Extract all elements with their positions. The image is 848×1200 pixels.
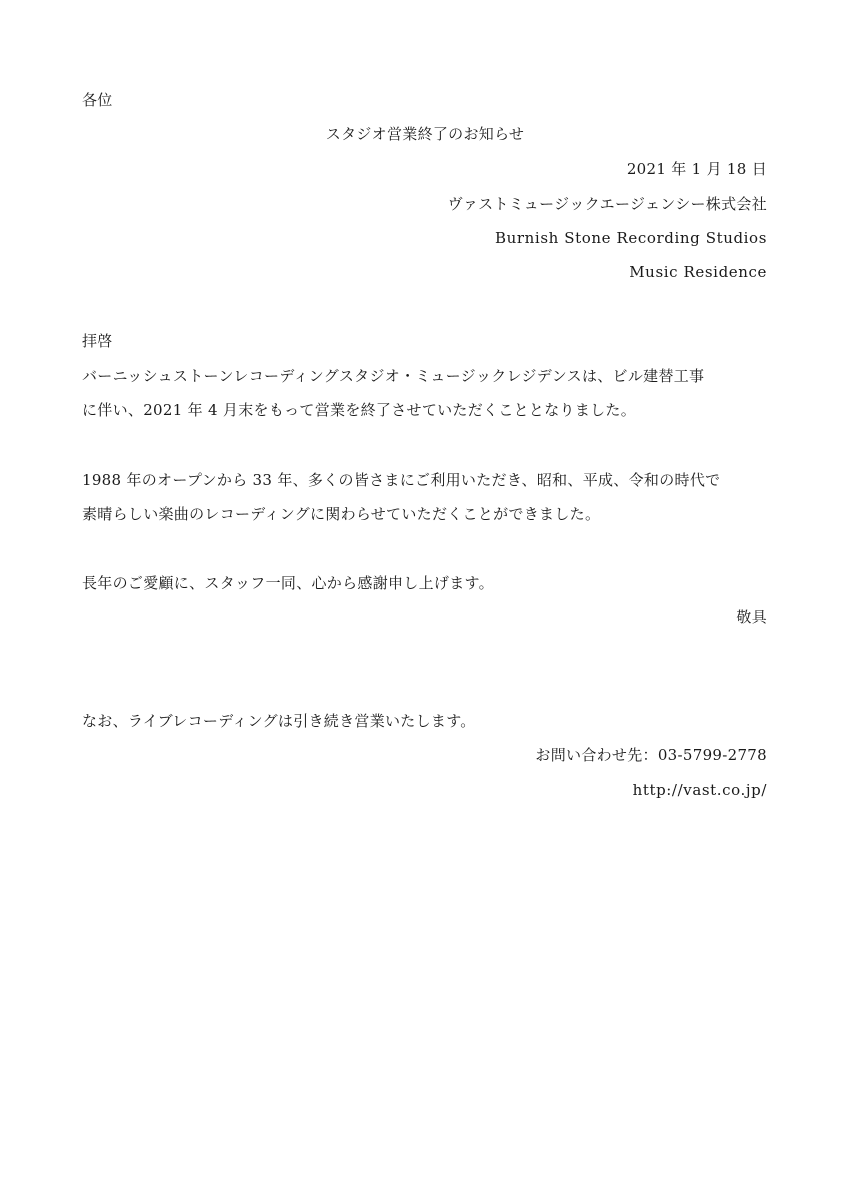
sender-company: ヴァストミュージックエージェンシー株式会社 <box>447 195 767 213</box>
closing-salutation: 敬具 <box>736 608 767 626</box>
document-title: スタジオ営業終了のお知らせ <box>325 125 525 143</box>
opening-salutation: 拝啓 <box>82 332 113 350</box>
document-date: 2021 年 1 月 18 日 <box>626 160 767 178</box>
paragraph-2-line-1: 1988 年のオープンから 33 年、多くの皆さまにご利用いただき、昭和、平成、令和の時代で <box>82 471 721 489</box>
addressee: 各位 <box>82 91 113 109</box>
paragraph-1-line-1: バーニッシュストーンレコーディングスタジオ・ミュージックレジデンスは、ビル建替工事 <box>82 367 705 385</box>
paragraph-3: 長年のご愛顧に、スタッフ一同、心から感謝申し上げます。 <box>82 574 494 592</box>
sender-residence: Music Residence <box>629 263 767 281</box>
contact-phone: お問い合わせ先：03-5799-2778 <box>535 746 767 764</box>
additional-note: なお、ライブレコーディングは引き続き営業いたします。 <box>82 712 476 730</box>
paragraph-1-line-2: に伴い、2021 年 4 月末をもって営業を終了させていただくこととなりました。 <box>82 401 637 419</box>
paragraph-2-line-2: 素晴らしい楽曲のレコーディングに関わらせていただくことができました。 <box>82 505 601 523</box>
sender-studio: Burnish Stone Recording Studios <box>495 229 767 247</box>
contact-url[interactable]: http://vast.co.jp/ <box>632 781 767 799</box>
